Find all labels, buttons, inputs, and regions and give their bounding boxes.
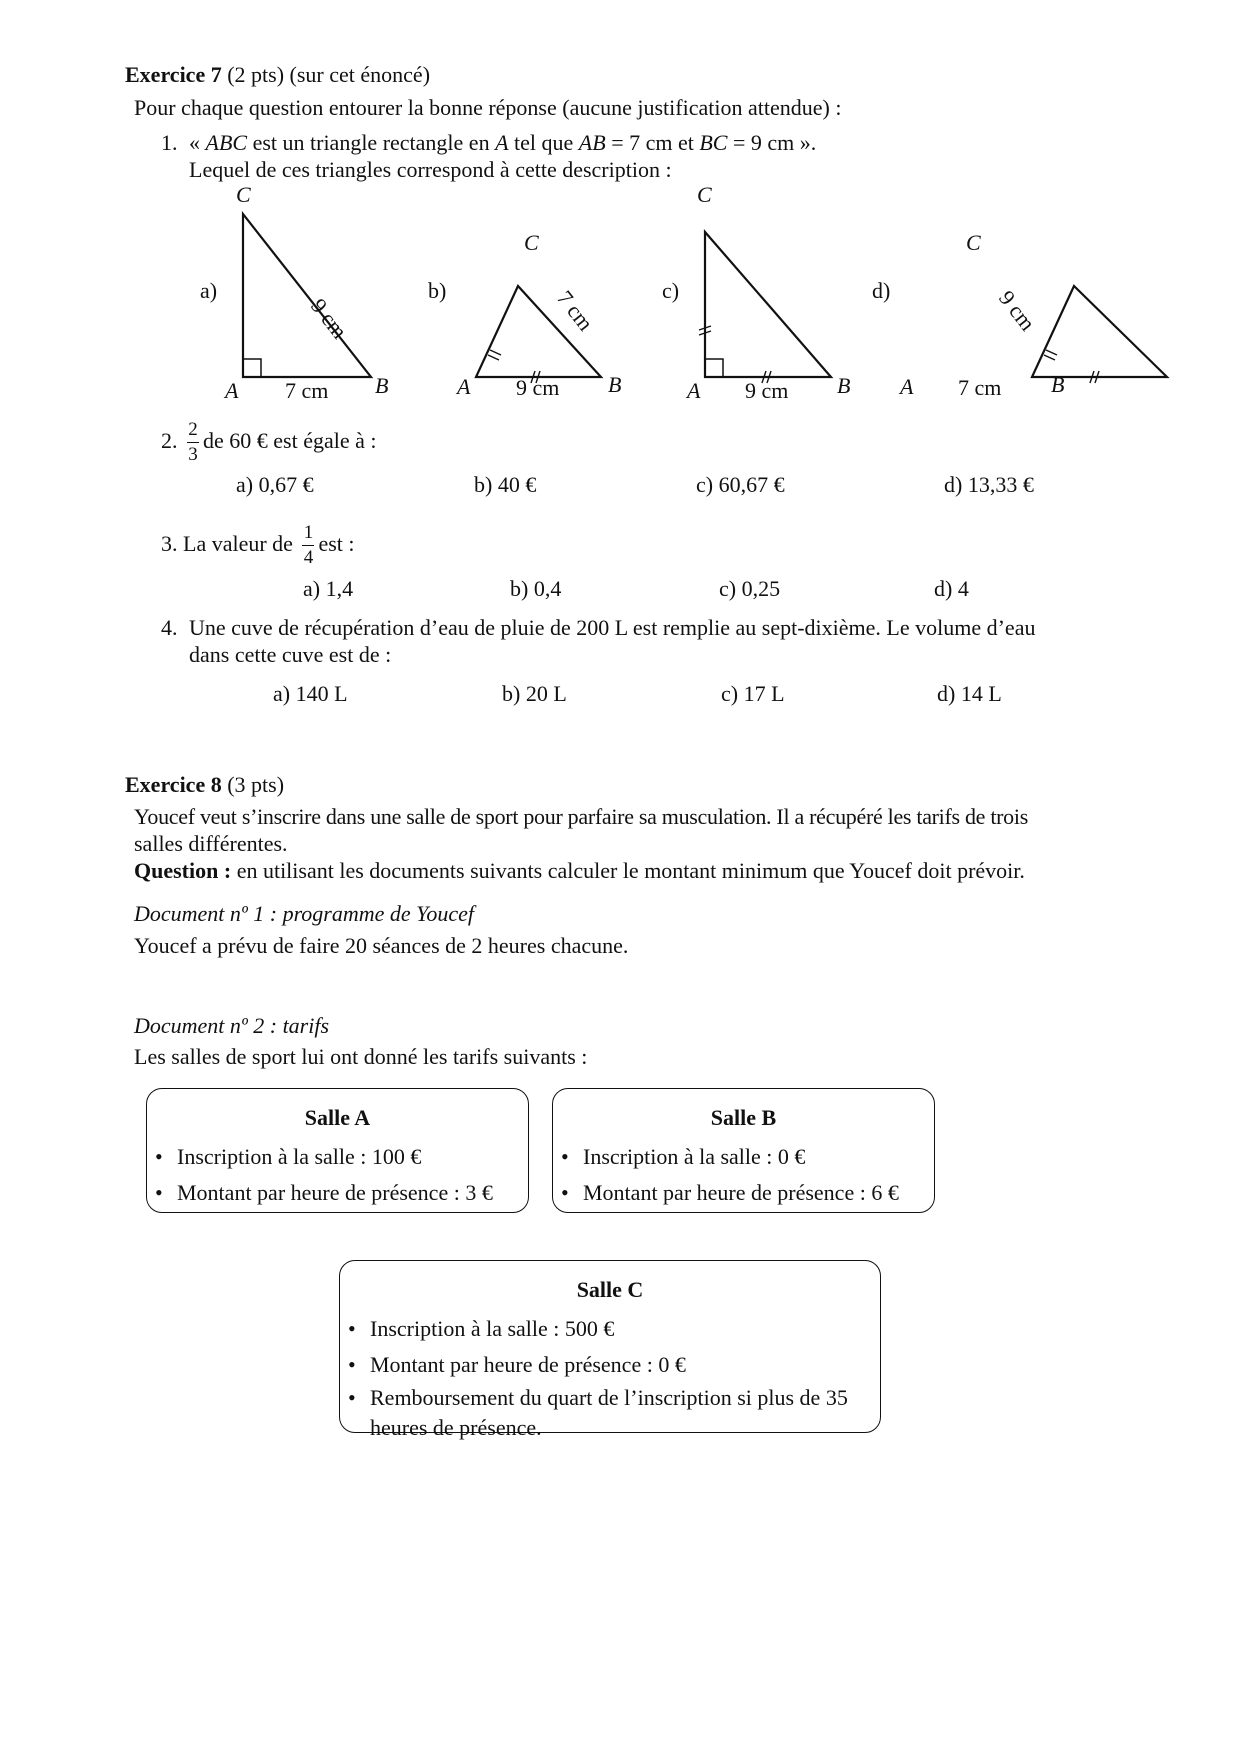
triangles-figure — [0, 0, 1240, 420]
list-item: • Inscription à la salle : 0 € — [561, 1139, 934, 1175]
base-length-label: 7 cm — [958, 375, 1002, 400]
q2-answer-d[interactable]: d) 13,33 € — [944, 472, 1034, 497]
q3-statement — [161, 519, 355, 569]
q4-line2: dans cette cuve est de : — [189, 642, 392, 667]
tick-mark — [1044, 355, 1055, 360]
option-label-a[interactable]: a) — [200, 278, 218, 303]
fraction-two-thirds — [187, 419, 199, 466]
math-bc: BC — [699, 130, 728, 155]
tick-mark — [488, 355, 499, 360]
exercise-7-title: Exercice 7 — [125, 62, 222, 87]
q3-answer-b[interactable]: b) 0,4 — [510, 576, 562, 601]
tick-mark — [490, 350, 501, 355]
q3-number: 3. — [161, 531, 178, 556]
exercise-8-question — [134, 858, 1025, 884]
right-angle-mark-a — [243, 359, 261, 377]
math-abc: ABC — [205, 130, 248, 155]
list-item: • Remboursement du quart de l’inscription si plus de 35 heures de présence. — [348, 1383, 880, 1443]
question-text: en utilisant les documents suivants calculer le montant minimum que Youcef doit prévoir. — [231, 858, 1025, 883]
q4-line1: Une cuve de récupération d’eau de pluie de 200 L est remplie au sept-dixième. Le volume d’eau — [189, 615, 1036, 640]
text: = 7 cm et — [605, 130, 700, 155]
vertex-b-label: B — [1051, 372, 1065, 397]
text: est un triangle rectangle en — [247, 130, 496, 155]
list-item: • Montant par heure de présence : 3 € — [155, 1175, 528, 1211]
document-2-text: Les salles de sport lui ont donné les tarifs suivants : — [134, 1044, 588, 1069]
question-label: Question : — [134, 858, 232, 883]
salle-c-title: Salle C — [576, 1277, 644, 1302]
triangle-a — [243, 214, 371, 377]
denominator: 4 — [303, 547, 314, 569]
hypotenuse-length-label: 9 cm — [306, 293, 353, 344]
vertex-c-label: C — [697, 182, 712, 207]
q2-answer-b[interactable]: b) 40 € — [474, 472, 537, 497]
fraction-bar — [302, 545, 314, 546]
exercise-8-intro-line2: salles différentes. — [134, 831, 288, 856]
fraction-bar — [187, 442, 199, 443]
text: = 9 cm ». — [727, 130, 817, 155]
vertex-a-label: A — [687, 378, 701, 403]
math-a: A — [495, 130, 509, 155]
document-1-title: Document nº 1 : programme de Youcef — [134, 901, 475, 926]
q4-answer-d[interactable]: d) 14 L — [937, 681, 1002, 706]
vertex-b-label: B — [608, 372, 622, 397]
denominator: 3 — [188, 444, 198, 466]
numerator: 1 — [303, 522, 314, 544]
vertex-c-label: C — [966, 230, 981, 255]
q4-answer-b[interactable]: b) 20 L — [502, 681, 567, 706]
exercise-7-instruction: Pour chaque question entourer la bonne réponse (aucune justification attendue) : — [134, 95, 842, 120]
exercise-8-points: (3 pts) — [227, 772, 285, 797]
salle-b-title: Salle B — [710, 1105, 777, 1130]
q3-answer-a[interactable]: a) 1,4 — [303, 576, 354, 601]
vertex-a-label: A — [900, 374, 914, 399]
vertex-b-label: B — [837, 373, 851, 398]
salle-b-card — [552, 1088, 935, 1213]
vertex-b-label: B — [375, 373, 389, 398]
q4-number: 4. — [161, 615, 178, 640]
base-length-label: 7 cm — [285, 378, 329, 403]
vertex-c-label: C — [236, 182, 251, 207]
vertex-a-label: A — [225, 378, 239, 403]
q3-answer-c[interactable]: c) 0,25 — [719, 576, 781, 601]
base-length-label: 9 cm — [516, 375, 560, 400]
right-angle-mark-c — [705, 359, 723, 377]
vertex-c-label: C — [524, 230, 539, 255]
side-length-label: 9 cm — [994, 285, 1041, 336]
option-label-d[interactable]: d) — [872, 278, 891, 303]
salle-a-card — [146, 1088, 529, 1213]
exercise-8-title: Exercice 8 — [125, 772, 222, 797]
q2-answer-a[interactable]: a) 0,67 € — [236, 472, 314, 497]
side-length-label: 7 cm — [552, 285, 599, 336]
q2-statement — [161, 416, 377, 466]
salle-c-list — [340, 1311, 880, 1443]
text: tel que — [508, 130, 579, 155]
list-item: • Inscription à la salle : 500 € — [348, 1311, 880, 1347]
q3-text-end: est : — [318, 531, 355, 556]
exercise-8-intro-line1: Youcef veut s’inscrire dans une salle de sport pour parfaire sa musculation. Il a récupéré les tarifs de trois — [134, 804, 1028, 829]
salle-c-card — [339, 1260, 881, 1440]
vertex-a-label: A — [457, 374, 471, 399]
document-2-title: Document nº 2 : tarifs — [134, 1013, 330, 1038]
q2-answer-c[interactable]: c) 60,67 € — [696, 472, 785, 497]
salle-b-list — [553, 1139, 934, 1211]
q2-text: de 60 € est égale à : — [203, 428, 377, 453]
salle-a-list — [147, 1139, 528, 1211]
q3-answer-d[interactable]: d) 4 — [934, 576, 969, 601]
list-item: • Montant par heure de présence : 0 € — [348, 1347, 880, 1383]
text: « — [189, 130, 206, 155]
option-label-c[interactable]: c) — [662, 278, 680, 303]
fraction-one-quarter — [302, 522, 314, 569]
list-item: • Montant par heure de présence : 6 € — [561, 1175, 934, 1211]
triangle-d — [1032, 286, 1167, 377]
salle-a-title: Salle A — [304, 1105, 371, 1130]
tick-mark — [1046, 350, 1057, 355]
math-ab: AB — [578, 130, 606, 155]
q2-number: 2. — [161, 428, 178, 453]
q3-text: La valeur de — [183, 531, 293, 556]
numerator: 2 — [188, 419, 198, 441]
list-item: • Inscription à la salle : 100 € — [155, 1139, 528, 1175]
q1-question: Lequel de ces triangles correspond à cette description : — [189, 157, 672, 182]
q1-number: 1. — [161, 130, 178, 155]
document-1-text: Youcef a prévu de faire 20 séances de 2 heures chacune. — [134, 933, 629, 958]
q4-answer-c[interactable]: c) 17 L — [721, 681, 785, 706]
exercise-7-points: (2 pts) (sur cet énoncé) — [227, 62, 431, 87]
exercise-8-header — [125, 772, 284, 798]
q4-answer-a[interactable]: a) 140 L — [273, 681, 348, 706]
triangle-c — [705, 232, 831, 377]
option-label-b[interactable]: b) — [428, 278, 447, 303]
base-length-label: 9 cm — [745, 378, 789, 403]
